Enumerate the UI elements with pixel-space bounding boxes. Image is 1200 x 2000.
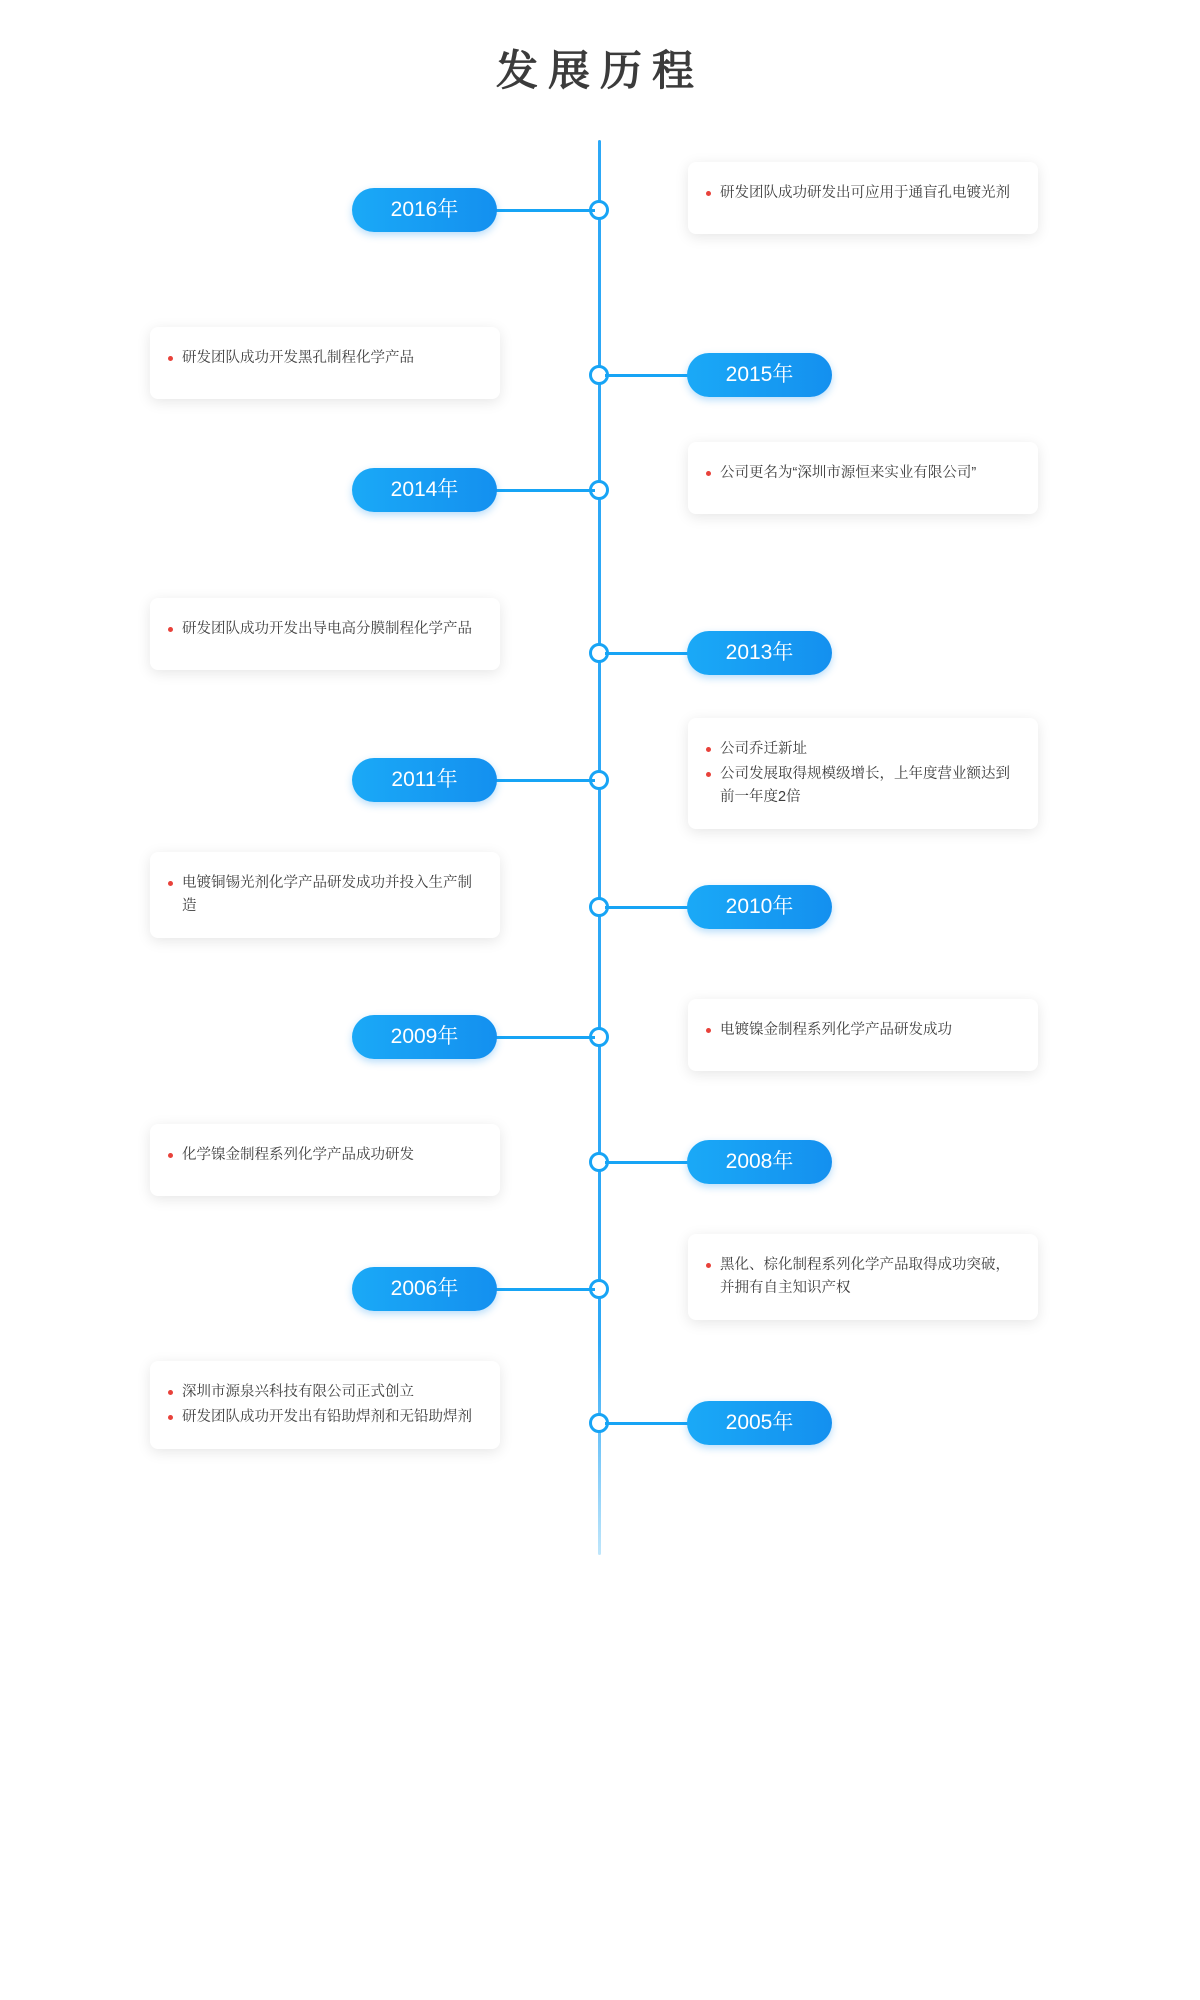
event-card bbox=[688, 999, 1038, 1071]
bullet-icon bbox=[168, 627, 173, 632]
event-card bbox=[688, 442, 1038, 514]
event-item bbox=[168, 1406, 478, 1429]
event-card bbox=[688, 162, 1038, 234]
event-item bbox=[706, 763, 1016, 809]
timeline-connector bbox=[490, 1288, 595, 1291]
timeline-axis bbox=[598, 140, 601, 1555]
bullet-icon bbox=[168, 1390, 173, 1395]
event-item-text: 研发团队成功开发黑孔制程化学产品 bbox=[182, 350, 414, 366]
timeline-connector bbox=[490, 209, 595, 212]
event-item-text: 公司发展取得规模级增长，上年度营业额达到前一年度2倍 bbox=[720, 766, 1010, 805]
event-item bbox=[706, 182, 1016, 205]
timeline-connector bbox=[490, 1036, 595, 1039]
year-pill[interactable]: 2008年 bbox=[687, 1140, 832, 1184]
event-item bbox=[168, 1144, 478, 1167]
timeline-connector bbox=[490, 779, 595, 782]
bullet-icon bbox=[706, 191, 711, 196]
event-item-text: 研发团队成功开发出有铅助焊剂和无铅助焊剂 bbox=[182, 1409, 472, 1425]
event-card bbox=[150, 1361, 500, 1449]
event-item-text: 公司更名为“深圳市源恒来实业有限公司” bbox=[720, 465, 977, 481]
bullet-icon bbox=[168, 1153, 173, 1158]
year-pill[interactable]: 2015年 bbox=[687, 353, 832, 397]
year-pill[interactable]: 2005年 bbox=[687, 1401, 832, 1445]
event-item bbox=[706, 1019, 1016, 1042]
event-item bbox=[706, 738, 1016, 761]
bullet-icon bbox=[706, 747, 711, 752]
bullet-icon bbox=[706, 1263, 711, 1268]
event-item-text: 研发团队成功开发出导电高分膜制程化学产品 bbox=[182, 621, 472, 637]
year-pill[interactable]: 2011年 bbox=[352, 758, 497, 802]
event-item bbox=[706, 1254, 1016, 1300]
year-pill[interactable]: 2006年 bbox=[352, 1267, 497, 1311]
event-item-text: 黑化、棕化制程系列化学产品取得成功突破，并拥有自主知识产权 bbox=[720, 1257, 1010, 1296]
event-item-text: 公司乔迁新址 bbox=[720, 741, 807, 757]
timeline-connector bbox=[490, 489, 595, 492]
event-item-text: 深圳市源泉兴科技有限公司正式创立 bbox=[182, 1384, 414, 1400]
bullet-icon bbox=[706, 1028, 711, 1033]
event-card bbox=[150, 598, 500, 670]
year-pill[interactable]: 2013年 bbox=[687, 631, 832, 675]
bullet-icon bbox=[168, 356, 173, 361]
page-title: 发展历程 bbox=[495, 46, 704, 95]
event-item-text: 电镀铜锡光剂化学产品研发成功并投入生产制造 bbox=[182, 875, 472, 914]
bullet-icon bbox=[168, 881, 173, 886]
event-card bbox=[150, 852, 500, 938]
event-card bbox=[150, 1124, 500, 1196]
event-item-text: 电镀镍金制程系列化学产品研发成功 bbox=[720, 1022, 952, 1038]
event-card bbox=[688, 1234, 1038, 1320]
year-pill[interactable]: 2016年 bbox=[352, 188, 497, 232]
bullet-icon bbox=[706, 471, 711, 476]
year-pill[interactable]: 2014年 bbox=[352, 468, 497, 512]
event-item bbox=[168, 1381, 478, 1404]
event-item-text: 研发团队成功研发出可应用于通盲孔电镀光剂 bbox=[720, 185, 1010, 201]
event-card bbox=[150, 327, 500, 399]
event-item-text: 化学镍金制程系列化学产品成功研发 bbox=[182, 1147, 414, 1163]
event-card bbox=[688, 718, 1038, 829]
event-item bbox=[168, 872, 478, 918]
event-item bbox=[168, 618, 478, 641]
event-item bbox=[706, 462, 1016, 485]
bullet-icon bbox=[168, 1415, 173, 1420]
bullet-icon bbox=[706, 772, 711, 777]
year-pill[interactable]: 2009年 bbox=[352, 1015, 497, 1059]
year-pill[interactable]: 2010年 bbox=[687, 885, 832, 929]
timeline bbox=[0, 140, 1200, 1570]
event-item bbox=[168, 347, 478, 370]
